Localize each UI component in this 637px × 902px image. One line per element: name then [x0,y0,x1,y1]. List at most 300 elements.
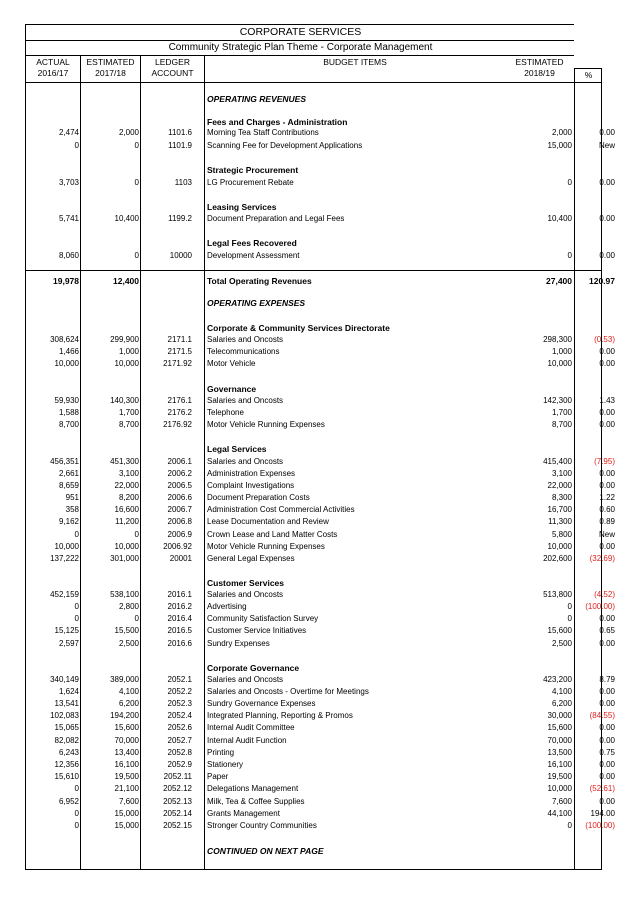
col-pct-header [575,70,602,81]
percent-cell: 0.00 [599,760,615,769]
ledger-cell: 2052.3 [167,699,192,708]
actual-cell: 2,474 [58,128,79,137]
estimate-next-cell: 22,000 [547,481,572,490]
col-est-next-label: ESTIMATED [515,57,564,67]
estimate-prev-cell: 0 [134,614,139,623]
header-divider [25,82,602,83]
ledger-cell: 2016.5 [167,626,192,635]
ledger-cell: 2006.8 [167,517,192,526]
actual-cell: 8,700 [58,420,79,429]
percent-cell: 0.65 [599,626,615,635]
col-est-next-year: 2018/19 [524,68,555,78]
estimate-next-cell: 10,000 [547,542,572,551]
percent-cell: 0.00 [599,736,615,745]
percent-cell: (4.52) [594,590,615,599]
description-cell: Customer Services [207,578,285,588]
description-cell: OPERATING REVENUES [207,94,307,104]
estimate-prev-cell: 0 [134,141,139,150]
percent-cell: 8.79 [599,675,615,684]
description-cell: General Legal Expenses [207,554,295,563]
description-cell: Corporate Governance [207,663,300,673]
actual-cell: 15,125 [54,626,79,635]
actual-cell: 358 [65,505,79,514]
actual-cell: 13,541 [54,699,79,708]
estimate-prev-cell: 12,400 [113,276,139,286]
total-row [0,275,637,287]
estimate-next-cell: 15,600 [547,723,572,732]
group-heading [0,845,637,857]
col-items-header [205,57,505,68]
percent-cell: (32.69) [589,554,615,563]
group-heading [0,93,637,105]
percent-cell: 194.00 [590,809,615,818]
section-heading [0,383,637,395]
description-cell: Stronger Country Communities [207,821,317,830]
estimate-next-cell: 415,400 [543,457,572,466]
estimate-next-cell: 0 [567,251,572,260]
percent-cell: 0.00 [599,723,615,732]
description-cell: Advertising [207,602,247,611]
estimate-prev-cell: 15,000 [114,821,139,830]
percent-cell: New [598,141,615,150]
budget-row [0,177,637,189]
subtitle-divider [25,55,576,56]
description-cell: Motor Vehicle [207,359,256,368]
col-est-prev-year: 2017/18 [95,68,126,78]
actual-cell: 8,060 [58,251,79,260]
actual-cell: 2,661 [58,469,79,478]
percent-cell: 0.60 [599,505,615,514]
percent-cell: (0.53) [594,335,615,344]
ledger-cell: 2052.1 [167,675,192,684]
description-cell: LG Procurement Rebate [207,178,294,187]
percent-cell: (100.00) [585,602,615,611]
ledger-cell: 2171.92 [163,359,192,368]
percent-cell: 120.97 [589,276,615,286]
estimate-next-cell: 8,300 [551,493,572,502]
description-cell: Telephone [207,408,244,417]
budget-row [0,589,637,601]
description-cell: Strategic Procurement [207,165,299,175]
actual-cell: 951 [65,493,79,502]
estimate-next-cell: 30,000 [547,711,572,720]
percent-cell: 0.00 [599,772,615,781]
col-ledger-label-2: ACCOUNT [151,68,194,78]
percent-cell: 0.75 [599,748,615,757]
page-subtitle: Community Strategic Plan Theme - Corporate Management [168,42,433,53]
estimate-prev-cell: 6,200 [118,699,139,708]
actual-cell: 0 [74,821,79,830]
description-cell: Legal Services [207,444,267,454]
estimate-prev-cell: 15,500 [114,626,139,635]
description-cell: Administration Expenses [207,469,296,478]
ledger-cell: 2052.14 [163,809,192,818]
section-heading [0,662,637,674]
estimate-prev-cell: 389,000 [110,675,139,684]
actual-cell: 15,610 [54,772,79,781]
actual-cell: 6,952 [58,797,79,806]
description-cell: Crown Lease and Land Matter Costs [207,530,338,539]
estimate-next-cell: 19,500 [547,772,572,781]
description-cell: Motor Vehicle Running Expenses [207,420,325,429]
estimate-next-cell: 0 [567,821,572,830]
description-cell: Sundry Expenses [207,639,270,648]
description-cell: Motor Vehicle Running Expenses [207,542,325,551]
estimate-prev-cell: 70,000 [114,736,139,745]
col-ledger-header [141,57,204,79]
description-cell: Internal Audit Function [207,736,287,745]
budget-row [0,553,637,565]
percent-cell: 0.00 [599,481,615,490]
estimate-prev-cell: 0 [134,530,139,539]
estimate-prev-cell: 19,500 [114,772,139,781]
budget-row [0,638,637,650]
estimate-prev-cell: 538,100 [110,590,139,599]
estimate-prev-cell: 1,700 [118,408,139,417]
percent-cell: 0.00 [599,347,615,356]
ledger-cell: 2006.6 [167,493,192,502]
ledger-cell: 2006.92 [163,542,192,551]
estimate-prev-cell: 16,100 [114,760,139,769]
budget-row [0,529,637,541]
description-cell: Printing [207,748,235,757]
ledger-cell: 2052.4 [167,711,192,720]
actual-cell: 2,597 [58,639,79,648]
actual-cell: 308,624 [50,335,79,344]
col-ledger-label: LEDGER [155,57,190,67]
description-cell: Complaint Investigations [207,481,295,490]
percent-cell: 0.00 [599,128,615,137]
description-cell: Internal Audit Committee [207,723,295,732]
col-est-next-header [505,57,574,79]
actual-cell: 1,588 [58,408,79,417]
description-cell: Grants Management [207,809,280,818]
estimate-next-cell: 7,600 [551,797,572,806]
estimate-prev-cell: 7,600 [118,797,139,806]
section-heading [0,164,637,176]
col-est-prev-header [81,57,140,79]
estimate-prev-cell: 2,500 [118,639,139,648]
estimate-next-cell: 8,700 [551,420,572,429]
actual-cell: 456,351 [50,457,79,466]
estimate-prev-cell: 1,000 [118,347,139,356]
col-pct-label: % [584,70,593,80]
estimate-prev-cell: 299,900 [110,335,139,344]
estimate-prev-cell: 301,000 [110,554,139,563]
budget-row [0,492,637,504]
percent-cell: New [598,530,615,539]
description-cell: Stationery [207,760,244,769]
description-cell: Salaries and Oncosts [207,335,284,344]
estimate-prev-cell: 13,400 [114,748,139,757]
estimate-next-cell: 10,400 [547,214,572,223]
actual-cell: 3,703 [58,178,79,187]
ledger-cell: 20001 [169,554,192,563]
page-title: CORPORATE SERVICES [239,26,362,38]
ledger-cell: 2052.11 [163,772,192,781]
col-actual-header [26,57,80,79]
budget-row [0,250,637,262]
description-cell: Delegations Management [207,784,299,793]
estimate-prev-cell: 10,000 [114,542,139,551]
budget-row [0,213,637,225]
percent-cell: 0.00 [599,359,615,368]
estimate-next-cell: 3,100 [551,469,572,478]
actual-cell: 0 [74,141,79,150]
estimate-next-cell: 27,400 [546,276,572,286]
estimate-next-cell: 13,500 [547,748,572,757]
budget-row [0,140,637,152]
description-cell: Paper [207,772,229,781]
percent-cell: 0.00 [599,178,615,187]
col-items-label: BUDGET ITEMS [323,57,387,67]
budget-row [0,698,637,710]
budget-row [0,395,637,407]
actual-cell: 452,159 [50,590,79,599]
actual-cell: 0 [74,784,79,793]
estimate-next-cell: 15,000 [547,141,572,150]
revenue-divider [25,270,602,271]
estimate-prev-cell: 10,400 [114,214,139,223]
estimate-prev-cell: 451,300 [110,457,139,466]
budget-row [0,468,637,480]
section-heading [0,443,637,455]
description-cell: Salaries and Oncosts [207,675,284,684]
estimate-next-cell: 15,600 [547,626,572,635]
budget-row [0,516,637,528]
estimate-prev-cell: 10,000 [114,359,139,368]
col-actual-year: 2016/17 [37,68,69,78]
estimate-prev-cell: 4,100 [118,687,139,696]
estimate-next-cell: 423,200 [543,675,572,684]
estimate-prev-cell: 8,700 [118,420,139,429]
ledger-cell: 10000 [169,251,192,260]
ledger-cell: 2176.2 [167,408,192,417]
group-heading [0,297,637,309]
estimate-next-cell: 1,700 [551,408,572,417]
actual-cell: 8,659 [58,481,79,490]
percent-cell: (84.55) [589,711,615,720]
estimate-prev-cell: 194,200 [110,711,139,720]
percent-cell: (7.95) [594,457,615,466]
ledger-cell: 2052.2 [167,687,192,696]
description-cell: Sundry Governance Expenses [207,699,316,708]
percent-cell: 0.00 [599,639,615,648]
estimate-next-cell: 16,100 [547,760,572,769]
ledger-cell: 2006.5 [167,481,192,490]
percent-cell: 0.00 [599,469,615,478]
description-cell: Community Satisfaction Survey [207,614,319,623]
estimate-next-cell: 2,000 [551,128,572,137]
budget-row [0,747,637,759]
section-heading [0,201,637,213]
ledger-cell: 2006.1 [167,457,192,466]
budget-row [0,541,637,553]
description-cell: Corporate & Community Services Directorate [207,323,390,333]
actual-cell: 1,466 [58,347,79,356]
section-heading [0,577,637,589]
ledger-cell: 2176.1 [167,396,192,405]
title-divider [25,40,576,41]
percent-cell: 0.00 [599,251,615,260]
percent-cell: 0.00 [599,420,615,429]
actual-cell: 340,149 [50,675,79,684]
percent-cell: 0.00 [599,614,615,623]
estimate-next-cell: 10,000 [547,359,572,368]
actual-cell: 0 [74,602,79,611]
percent-cell: (52.61) [589,784,615,793]
actual-cell: 10,000 [54,359,79,368]
description-cell: OPERATING EXPENSES [207,298,306,308]
budget-row [0,674,637,686]
estimate-prev-cell: 2,800 [118,602,139,611]
budget-row [0,127,637,139]
estimate-prev-cell: 22,000 [114,481,139,490]
percent-cell: 1.22 [599,493,615,502]
percent-cell: 0.00 [599,542,615,551]
description-cell: Governance [207,384,257,394]
budget-row [0,504,637,516]
estimate-next-cell: 0 [567,178,572,187]
description-cell: Legal Fees Recovered [207,238,297,248]
actual-cell: 0 [74,614,79,623]
estimate-prev-cell: 0 [134,178,139,187]
estimate-prev-cell: 11,200 [115,517,139,526]
estimate-prev-cell: 3,100 [118,469,139,478]
estimate-next-cell: 5,800 [551,530,572,539]
ledger-cell: 2052.15 [163,821,192,830]
actual-cell: 1,624 [58,687,79,696]
ledger-cell: 1101.9 [168,141,192,150]
estimate-next-cell: 10,000 [547,784,572,793]
description-cell: Document Preparation Costs [207,493,310,502]
percent-cell: 0.00 [599,408,615,417]
estimate-prev-cell: 8,200 [118,493,139,502]
budget-row [0,735,637,747]
description-cell: Leasing Services [207,202,277,212]
ledger-cell: 2006.2 [167,469,192,478]
budget-row [0,710,637,722]
estimate-prev-cell: 21,100 [114,784,139,793]
description-cell: Customer Service Initiatives [207,626,307,635]
description-cell: Document Preparation and Legal Fees [207,214,345,223]
section-heading [0,322,637,334]
percent-cell: (100.00) [585,821,615,830]
actual-cell: 12,356 [54,760,79,769]
estimate-next-cell: 298,300 [543,335,572,344]
ledger-cell: 2016.4 [167,614,192,623]
actual-cell: 0 [74,530,79,539]
description-cell: Fees and Charges - Administration [207,117,348,127]
estimate-next-cell: 142,300 [543,396,572,405]
budget-row [0,601,637,613]
description-cell: Administration Cost Commercial Activities [207,505,355,514]
actual-cell: 15,065 [54,723,79,732]
estimate-prev-cell: 0 [134,251,139,260]
description-cell: Salaries and Oncosts [207,457,284,466]
ledger-cell: 1199.2 [168,214,192,223]
estimate-next-cell: 4,100 [551,687,572,696]
estimate-prev-cell: 140,300 [110,396,139,405]
ledger-cell: 2016.1 [167,590,192,599]
description-cell: Salaries and Oncosts [207,396,284,405]
ledger-cell: 2052.7 [167,736,192,745]
percent-cell: 0.89 [599,517,615,526]
description-cell: CONTINUED ON NEXT PAGE [207,846,324,856]
estimate-prev-cell: 15,600 [114,723,139,732]
percent-cell: 0.00 [599,797,615,806]
budget-row [0,456,637,468]
budget-row [0,686,637,698]
percent-cell: 0.00 [599,699,615,708]
estimate-next-cell: 11,300 [548,517,572,526]
budget-row [0,796,637,808]
estimate-prev-cell: 16,600 [114,505,139,514]
col-actual-label: ACTUAL [36,57,70,67]
budget-row [0,346,637,358]
estimate-next-cell: 2,500 [551,639,572,648]
description-cell: Development Assessment [207,251,300,260]
ledger-cell: 2006.9 [167,530,192,539]
estimate-next-cell: 0 [567,602,572,611]
budget-row [0,334,637,346]
ledger-cell: 2016.6 [167,639,192,648]
description-cell: Salaries and Oncosts - Overtime for Meetings [207,687,369,696]
ledger-cell: 2171.1 [167,335,192,344]
budget-row [0,759,637,771]
actual-cell: 102,083 [50,711,79,720]
description-cell: Telecommunications [207,347,280,356]
budget-row [0,358,637,370]
ledger-cell: 2052.9 [167,760,192,769]
budget-row [0,419,637,431]
estimate-prev-cell: 2,000 [118,128,139,137]
actual-cell: 19,978 [53,276,79,286]
ledger-cell: 1103 [174,178,192,187]
actual-cell: 9,162 [58,517,79,526]
actual-cell: 137,222 [50,554,79,563]
actual-cell: 5,741 [58,214,79,223]
pct-top-line [576,68,602,69]
budget-row [0,808,637,820]
ledger-cell: 2016.2 [167,602,192,611]
actual-cell: 10,000 [54,542,79,551]
percent-cell: 0.00 [599,214,615,223]
description-cell: Salaries and Oncosts [207,590,284,599]
ledger-cell: 2052.6 [167,723,192,732]
estimate-next-cell: 202,600 [543,554,572,563]
ledger-cell: 2052.12 [163,784,192,793]
ledger-cell: 1101.6 [168,128,192,137]
actual-cell: 59,930 [54,396,79,405]
actual-cell: 6,243 [58,748,79,757]
description-cell: Total Operating Revenues [207,276,312,286]
col-est-prev-label: ESTIMATED [86,57,135,67]
estimate-next-cell: 1,000 [551,347,572,356]
estimate-prev-cell: 15,000 [114,809,139,818]
estimate-next-cell: 0 [567,614,572,623]
description-cell: Morning Tea Staff Contributions [207,128,319,137]
pct-header-mask [576,24,604,68]
description-cell: Lease Documentation and Review [207,517,329,526]
budget-row [0,625,637,637]
budget-row [0,722,637,734]
estimate-next-cell: 6,200 [551,699,572,708]
percent-cell: 0.00 [599,687,615,696]
section-heading [0,237,637,249]
ledger-cell: 2006.7 [167,505,192,514]
description-cell: Milk, Tea & Coffee Supplies [207,797,305,806]
